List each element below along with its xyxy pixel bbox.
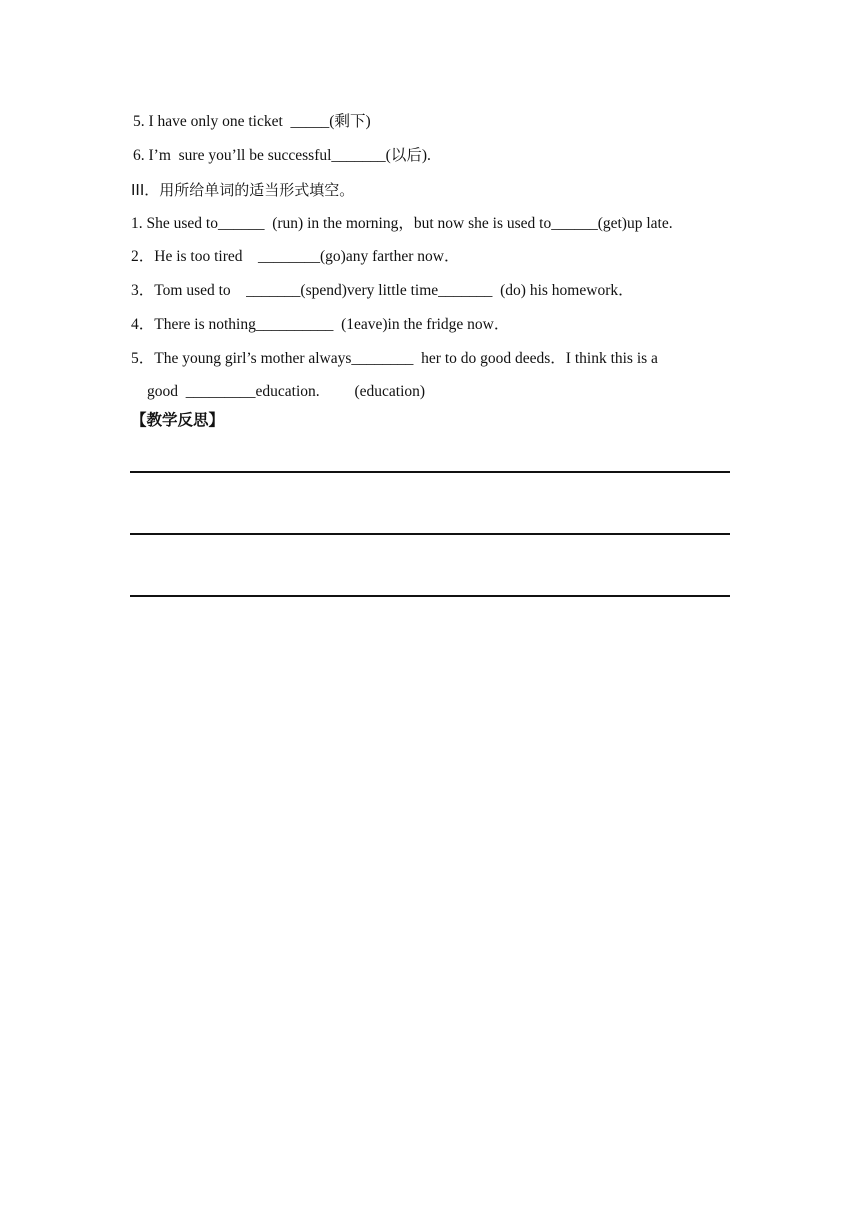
exercise-item-5: 5. I have only one ticket _____(剩下) bbox=[133, 113, 371, 130]
fill-in-item-5: 5．The young girl’s mother always________ her to do good deeds．I think this is a bbox=[131, 350, 658, 367]
reflection-rule-1 bbox=[130, 471, 730, 473]
reflection-rule-2 bbox=[130, 533, 730, 535]
section-heading: III．用所给单词的适当形式填空。 bbox=[131, 181, 355, 199]
exercise-item-6: 6. I’m sure you’ll be successful_______(以后). bbox=[133, 147, 431, 164]
reflection-heading: 【教学反思】 bbox=[131, 411, 225, 429]
reflection-rule-3 bbox=[130, 595, 730, 597]
fill-in-item-2: 2．He is too tired ________(go)any farther now． bbox=[131, 248, 460, 265]
fill-in-item-4: 4．There is nothing__________ (1eave)in the fridge now． bbox=[131, 316, 510, 333]
fill-in-item-1: 1. She used to______ (run) in the morning，but now she is used to______(get)up late. bbox=[131, 215, 673, 232]
fill-in-item-3: 3．Tom used to _______(spend)very little time_______ (do) his homework． bbox=[131, 282, 634, 299]
fill-in-item-5-continued: good _________education. (education) bbox=[147, 383, 426, 400]
